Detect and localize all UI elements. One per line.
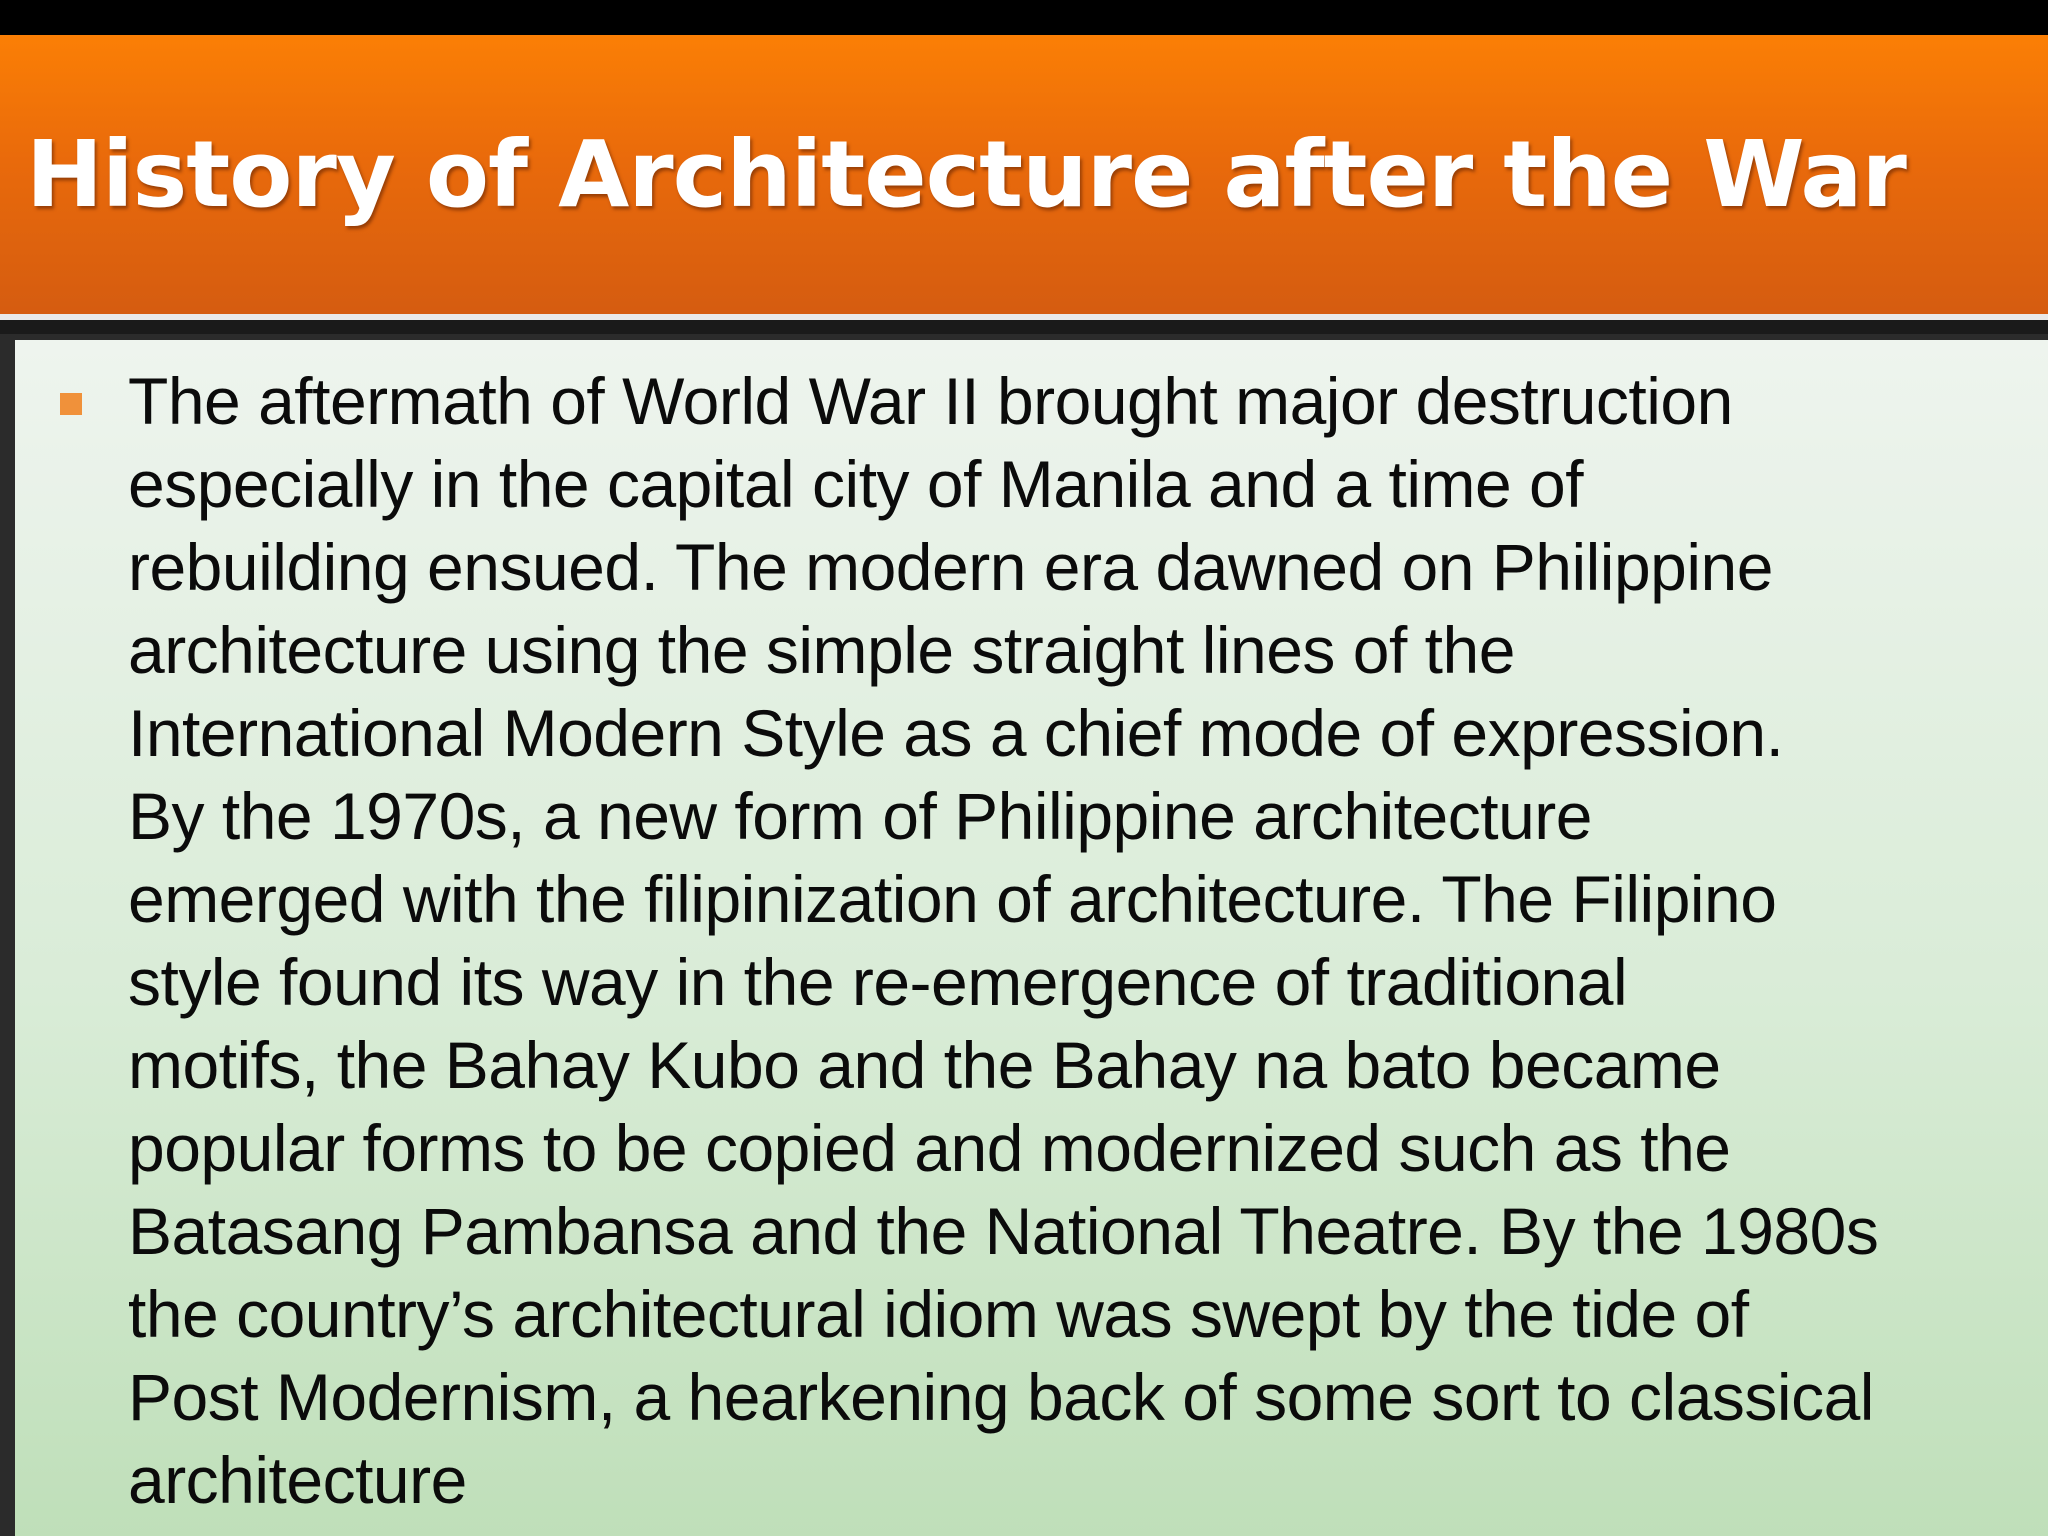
paragraph-line: By the 1970s, a new form of Philippine architecture	[128, 779, 1592, 853]
paragraph-line: International Modern Style as a chief mode of expression.	[128, 696, 1784, 770]
paragraph-line: Post Modernism, a hearkening back of some sort to classical	[128, 1360, 1874, 1434]
paragraph-line: popular forms to be copied and modernized such as the	[128, 1111, 1731, 1185]
paragraph-line: motifs, the Bahay Kubo and the Bahay na bato became	[128, 1028, 1721, 1102]
paragraph-line: architecture	[128, 1443, 467, 1517]
title-separator-shadow	[0, 320, 2048, 334]
paragraph-line: The aftermath of World War II brought major destruction	[128, 364, 1733, 438]
paragraph-line: rebuilding ensued. The modern era dawned on Philippine	[128, 530, 1773, 604]
paragraph-line: architecture using the simple straight lines of the	[128, 613, 1515, 687]
square-bullet-icon	[60, 393, 82, 415]
paragraph-line: the country’s architectural idiom was swept by the tide of	[128, 1277, 1749, 1351]
paragraph-line: especially in the capital city of Manila and a time of	[128, 447, 1584, 521]
paragraph-line: style found its way in the re-emergence of traditional	[128, 945, 1628, 1019]
paragraph-line: Batasang Pambansa and the National Theatre. By the 1980s	[128, 1194, 1879, 1268]
title-bar	[0, 35, 2048, 314]
slide-title: History of Architecture after the War	[26, 121, 1906, 228]
paragraph-line: emerged with the filipinization of architecture. The Filipino	[128, 862, 1777, 936]
bullet-paragraph	[128, 360, 2028, 1522]
